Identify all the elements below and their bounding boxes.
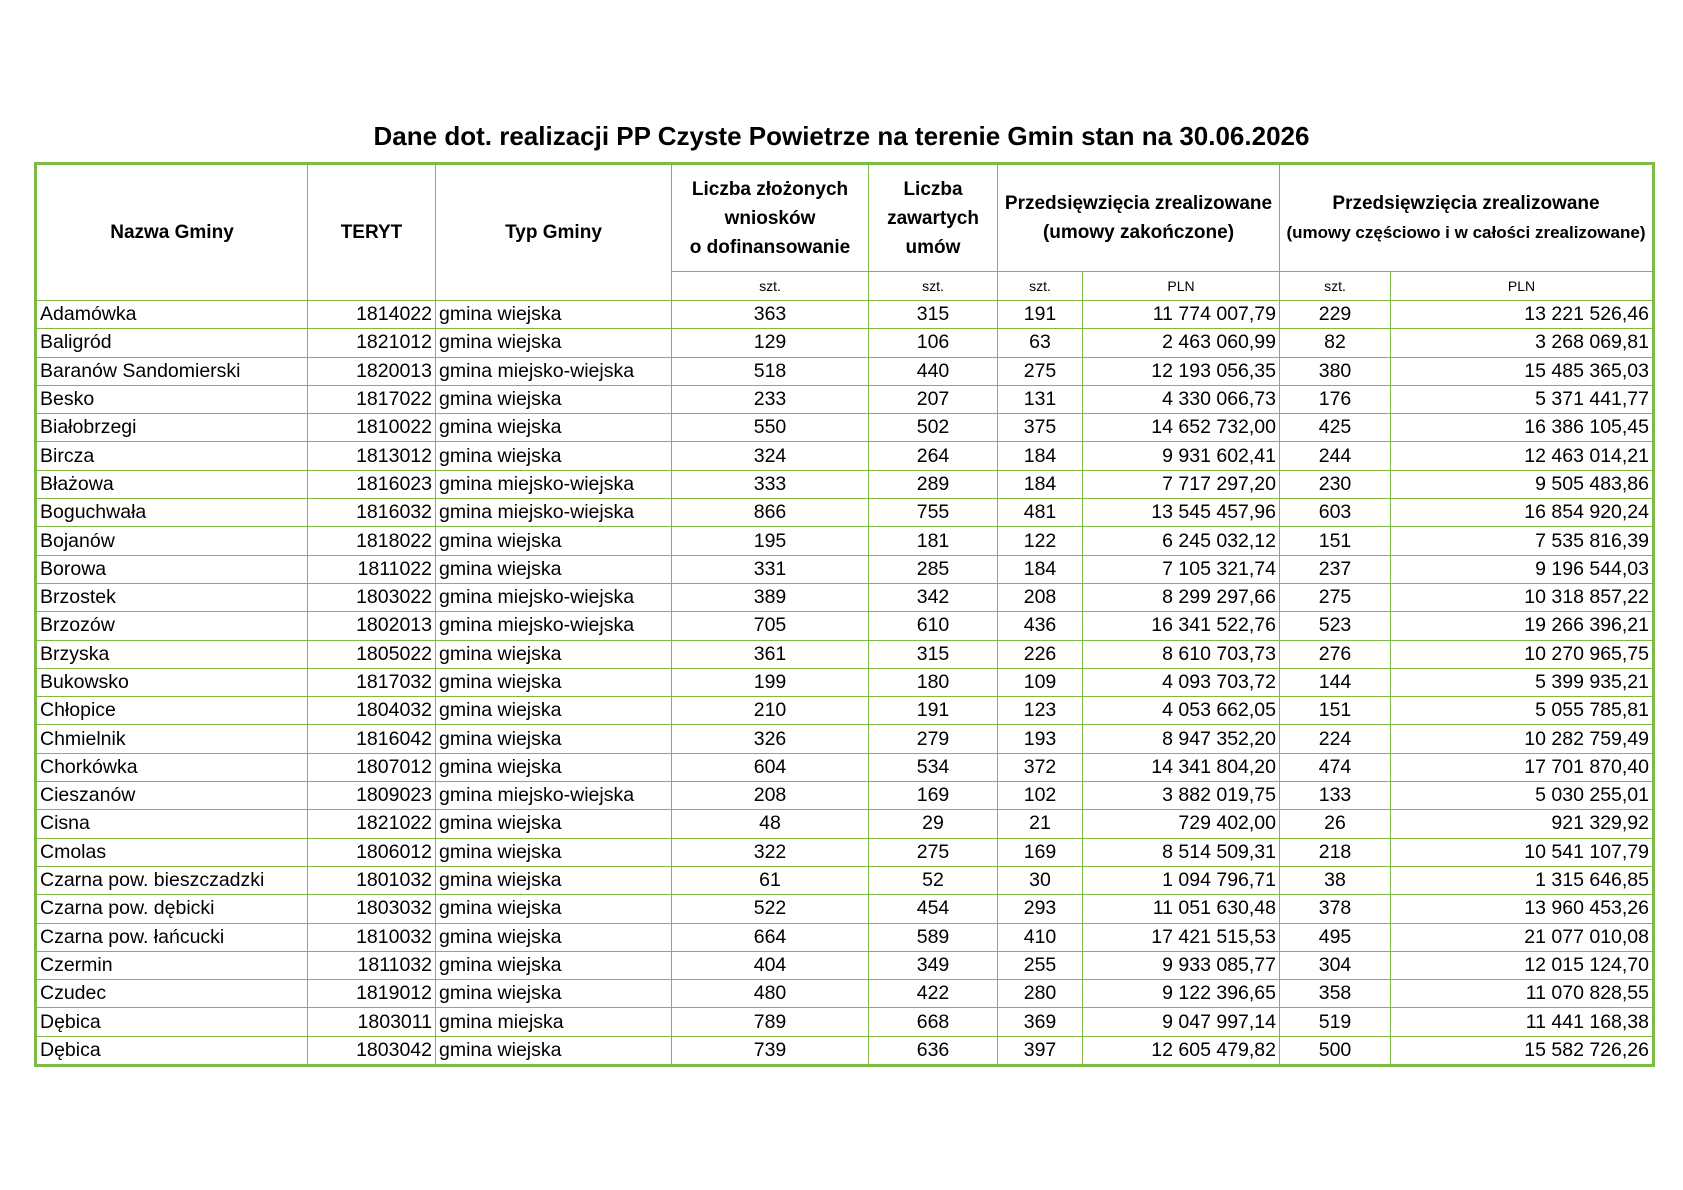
cell-completed-pln: 729 402,00 xyxy=(1083,810,1280,838)
table-body xyxy=(36,301,1654,1066)
cell-partial-pln: 16 854 920,24 xyxy=(1391,499,1654,527)
table-row xyxy=(36,810,1654,838)
cell-partial-count: 474 xyxy=(1280,753,1391,781)
cell-completed-pln: 4 093 703,72 xyxy=(1083,668,1280,696)
cell-contracts: 29 xyxy=(869,810,998,838)
table-row xyxy=(36,838,1654,866)
cell-applications: 199 xyxy=(672,668,869,696)
cell-contracts: 207 xyxy=(869,385,998,413)
cell-partial-count: 237 xyxy=(1280,555,1391,583)
cell-completed-count: 122 xyxy=(998,527,1083,555)
cell-name: Baranów Sandomierski xyxy=(36,357,308,385)
cell-completed-pln: 1 094 796,71 xyxy=(1083,866,1280,894)
table-row xyxy=(36,442,1654,470)
cell-type: gmina wiejska xyxy=(436,527,672,555)
cell-partial-count: 425 xyxy=(1280,414,1391,442)
cell-contracts: 315 xyxy=(869,640,998,668)
cell-teryt: 1803032 xyxy=(308,895,436,923)
table-row xyxy=(36,470,1654,498)
cell-type: gmina wiejska xyxy=(436,442,672,470)
cell-contracts: 534 xyxy=(869,753,998,781)
table-row xyxy=(36,555,1654,583)
table-row xyxy=(36,753,1654,781)
cell-applications: 866 xyxy=(672,499,869,527)
cell-type: gmina wiejska xyxy=(436,555,672,583)
cell-partial-pln: 10 541 107,79 xyxy=(1391,838,1654,866)
cell-completed-count: 481 xyxy=(998,499,1083,527)
cell-partial-count: 378 xyxy=(1280,895,1391,923)
cell-teryt: 1803011 xyxy=(308,1008,436,1036)
cell-applications: 789 xyxy=(672,1008,869,1036)
cell-partial-count: 380 xyxy=(1280,357,1391,385)
cell-partial-pln: 5 371 441,77 xyxy=(1391,385,1654,413)
cell-partial-count: 151 xyxy=(1280,697,1391,725)
cell-name: Besko xyxy=(36,385,308,413)
cell-name: Chmielnik xyxy=(36,725,308,753)
cell-name: Błażowa xyxy=(36,470,308,498)
cell-completed-pln: 3 882 019,75 xyxy=(1083,782,1280,810)
cell-name: Czarna pow. bieszczadzki xyxy=(36,866,308,894)
cell-teryt: 1805022 xyxy=(308,640,436,668)
cell-partial-count: 244 xyxy=(1280,442,1391,470)
page-title: Dane dot. realizacji PP Czyste Powietrze na terenie Gmin stan na 30.06.2026 xyxy=(373,121,1310,151)
cell-completed-count: 369 xyxy=(998,1008,1083,1036)
table-row xyxy=(36,499,1654,527)
cell-contracts: 636 xyxy=(869,1036,998,1065)
cell-completed-count: 280 xyxy=(998,980,1083,1008)
cell-type: gmina miejsko-wiejska xyxy=(436,782,672,810)
table-row xyxy=(36,329,1654,357)
cell-partial-pln: 5 399 935,21 xyxy=(1391,668,1654,696)
cell-completed-count: 375 xyxy=(998,414,1083,442)
data-table xyxy=(34,162,1655,1067)
cell-applications: 550 xyxy=(672,414,869,442)
cell-contracts: 440 xyxy=(869,357,998,385)
cell-partial-count: 500 xyxy=(1280,1036,1391,1065)
cell-teryt: 1814022 xyxy=(308,301,436,329)
unit-completed-pln: PLN xyxy=(1083,272,1280,301)
cell-partial-count: 603 xyxy=(1280,499,1391,527)
cell-applications: 705 xyxy=(672,612,869,640)
cell-completed-pln: 14 652 732,00 xyxy=(1083,414,1280,442)
cell-contracts: 289 xyxy=(869,470,998,498)
cell-applications: 129 xyxy=(672,329,869,357)
table-row xyxy=(36,301,1654,329)
cell-completed-pln: 8 610 703,73 xyxy=(1083,640,1280,668)
cell-applications: 480 xyxy=(672,980,869,1008)
cell-contracts: 191 xyxy=(869,697,998,725)
table-row xyxy=(36,923,1654,951)
cell-completed-count: 21 xyxy=(998,810,1083,838)
cell-partial-count: 82 xyxy=(1280,329,1391,357)
cell-completed-pln: 7 717 297,20 xyxy=(1083,470,1280,498)
cell-contracts: 589 xyxy=(869,923,998,951)
cell-completed-pln: 9 047 997,14 xyxy=(1083,1008,1280,1036)
cell-completed-count: 184 xyxy=(998,555,1083,583)
cell-partial-pln: 15 582 726,26 xyxy=(1391,1036,1654,1065)
cell-teryt: 1803022 xyxy=(308,583,436,611)
table-row xyxy=(36,612,1654,640)
cell-name: Dębica xyxy=(36,1008,308,1036)
cell-contracts: 454 xyxy=(869,895,998,923)
cell-teryt: 1816023 xyxy=(308,470,436,498)
cell-completed-count: 208 xyxy=(998,583,1083,611)
cell-partial-pln: 16 386 105,45 xyxy=(1391,414,1654,442)
cell-name: Boguchwała xyxy=(36,499,308,527)
cell-applications: 233 xyxy=(672,385,869,413)
cell-name: Chłopice xyxy=(36,697,308,725)
cell-type: gmina wiejska xyxy=(436,697,672,725)
cell-contracts: 502 xyxy=(869,414,998,442)
cell-contracts: 264 xyxy=(869,442,998,470)
table-row xyxy=(36,951,1654,979)
cell-completed-pln: 12 193 056,35 xyxy=(1083,357,1280,385)
cell-applications: 333 xyxy=(672,470,869,498)
cell-name: Dębica xyxy=(36,1036,308,1065)
cell-completed-count: 372 xyxy=(998,753,1083,781)
cell-applications: 739 xyxy=(672,1036,869,1065)
cell-contracts: 169 xyxy=(869,782,998,810)
cell-type: gmina wiejska xyxy=(436,1036,672,1065)
cell-partial-pln: 10 318 857,22 xyxy=(1391,583,1654,611)
cell-type: gmina wiejska xyxy=(436,301,672,329)
cell-applications: 522 xyxy=(672,895,869,923)
cell-partial-count: 230 xyxy=(1280,470,1391,498)
header-completed xyxy=(998,164,1280,272)
cell-contracts: 315 xyxy=(869,301,998,329)
cell-partial-pln: 19 266 396,21 xyxy=(1391,612,1654,640)
header-row xyxy=(36,164,1654,272)
table-row xyxy=(36,1036,1654,1065)
cell-contracts: 52 xyxy=(869,866,998,894)
cell-type: gmina wiejska xyxy=(436,951,672,979)
cell-type: gmina wiejska xyxy=(436,753,672,781)
cell-name: Borowa xyxy=(36,555,308,583)
cell-applications: 324 xyxy=(672,442,869,470)
table-row xyxy=(36,866,1654,894)
cell-contracts: 422 xyxy=(869,980,998,1008)
cell-completed-pln: 8 299 297,66 xyxy=(1083,583,1280,611)
cell-partial-pln: 15 485 365,03 xyxy=(1391,357,1654,385)
cell-teryt: 1810032 xyxy=(308,923,436,951)
cell-teryt: 1818022 xyxy=(308,527,436,555)
cell-applications: 322 xyxy=(672,838,869,866)
cell-teryt: 1821022 xyxy=(308,810,436,838)
cell-completed-count: 293 xyxy=(998,895,1083,923)
cell-completed-count: 184 xyxy=(998,442,1083,470)
cell-completed-count: 169 xyxy=(998,838,1083,866)
cell-teryt: 1820013 xyxy=(308,357,436,385)
cell-partial-count: 144 xyxy=(1280,668,1391,696)
cell-contracts: 279 xyxy=(869,725,998,753)
cell-partial-count: 176 xyxy=(1280,385,1391,413)
cell-partial-count: 358 xyxy=(1280,980,1391,1008)
cell-partial-count: 218 xyxy=(1280,838,1391,866)
cell-partial-pln: 21 077 010,08 xyxy=(1391,923,1654,951)
cell-completed-count: 123 xyxy=(998,697,1083,725)
cell-applications: 195 xyxy=(672,527,869,555)
cell-type: gmina wiejska xyxy=(436,980,672,1008)
cell-applications: 363 xyxy=(672,301,869,329)
cell-contracts: 755 xyxy=(869,499,998,527)
cell-type: gmina miejsko-wiejska xyxy=(436,470,672,498)
cell-partial-pln: 9 196 544,03 xyxy=(1391,555,1654,583)
cell-name: Cisna xyxy=(36,810,308,838)
cell-teryt: 1804032 xyxy=(308,697,436,725)
cell-type: gmina wiejska xyxy=(436,810,672,838)
cell-partial-pln: 5 030 255,01 xyxy=(1391,782,1654,810)
cell-name: Brzozów xyxy=(36,612,308,640)
cell-completed-count: 191 xyxy=(998,301,1083,329)
cell-teryt: 1810022 xyxy=(308,414,436,442)
cell-partial-count: 519 xyxy=(1280,1008,1391,1036)
cell-partial-pln: 3 268 069,81 xyxy=(1391,329,1654,357)
cell-applications: 664 xyxy=(672,923,869,951)
cell-teryt: 1816042 xyxy=(308,725,436,753)
cell-partial-count: 229 xyxy=(1280,301,1391,329)
cell-completed-pln: 7 105 321,74 xyxy=(1083,555,1280,583)
cell-name: Cieszanów xyxy=(36,782,308,810)
cell-applications: 61 xyxy=(672,866,869,894)
cell-completed-pln: 13 545 457,96 xyxy=(1083,499,1280,527)
cell-name: Białobrzegi xyxy=(36,414,308,442)
table-row xyxy=(36,782,1654,810)
header-contracts-line-3: umów xyxy=(905,236,961,258)
table-row xyxy=(36,527,1654,555)
cell-completed-count: 184 xyxy=(998,470,1083,498)
cell-type: gmina miejska xyxy=(436,1008,672,1036)
cell-teryt: 1819012 xyxy=(308,980,436,1008)
cell-completed-count: 131 xyxy=(998,385,1083,413)
cell-partial-count: 151 xyxy=(1280,527,1391,555)
cell-contracts: 275 xyxy=(869,838,998,866)
cell-partial-pln: 1 315 646,85 xyxy=(1391,866,1654,894)
cell-applications: 326 xyxy=(672,725,869,753)
table-row xyxy=(36,385,1654,413)
table-row xyxy=(36,980,1654,1008)
cell-completed-pln: 9 931 602,41 xyxy=(1083,442,1280,470)
cell-completed-count: 275 xyxy=(998,357,1083,385)
cell-type: gmina wiejska xyxy=(436,725,672,753)
cell-completed-count: 63 xyxy=(998,329,1083,357)
cell-completed-pln: 8 514 509,31 xyxy=(1083,838,1280,866)
cell-completed-count: 193 xyxy=(998,725,1083,753)
cell-completed-pln: 16 341 522,76 xyxy=(1083,612,1280,640)
cell-completed-count: 397 xyxy=(998,1036,1083,1065)
unit-partial-count: szt. xyxy=(1280,272,1391,301)
cell-completed-count: 226 xyxy=(998,640,1083,668)
cell-partial-pln: 11 441 168,38 xyxy=(1391,1008,1654,1036)
cell-completed-pln: 11 051 630,48 xyxy=(1083,895,1280,923)
cell-partial-pln: 13 960 453,26 xyxy=(1391,895,1654,923)
cell-name: Baligród xyxy=(36,329,308,357)
cell-contracts: 349 xyxy=(869,951,998,979)
cell-completed-count: 30 xyxy=(998,866,1083,894)
header-type: Typ Gminy xyxy=(436,164,672,301)
cell-teryt: 1802013 xyxy=(308,612,436,640)
header-partial xyxy=(1280,164,1654,272)
cell-applications: 361 xyxy=(672,640,869,668)
cell-completed-count: 102 xyxy=(998,782,1083,810)
cell-partial-pln: 17 701 870,40 xyxy=(1391,753,1654,781)
cell-teryt: 1807012 xyxy=(308,753,436,781)
cell-name: Adamówka xyxy=(36,301,308,329)
cell-type: gmina wiejska xyxy=(436,668,672,696)
unit-partial-pln: PLN xyxy=(1391,272,1654,301)
header-applications xyxy=(672,164,869,272)
cell-applications: 604 xyxy=(672,753,869,781)
cell-contracts: 285 xyxy=(869,555,998,583)
table-row xyxy=(36,895,1654,923)
header-applications-line-2: wniosków xyxy=(724,207,816,229)
cell-teryt: 1821012 xyxy=(308,329,436,357)
cell-teryt: 1809023 xyxy=(308,782,436,810)
cell-partial-count: 38 xyxy=(1280,866,1391,894)
cell-partial-count: 133 xyxy=(1280,782,1391,810)
unit-completed-count: szt. xyxy=(998,272,1083,301)
header-completed-line-2: (umowy zakończone) xyxy=(1042,222,1235,243)
table-row xyxy=(36,697,1654,725)
cell-type: gmina wiejska xyxy=(436,385,672,413)
cell-partial-count: 224 xyxy=(1280,725,1391,753)
cell-completed-pln: 14 341 804,20 xyxy=(1083,753,1280,781)
cell-applications: 331 xyxy=(672,555,869,583)
header-contracts xyxy=(869,164,998,272)
table-row xyxy=(36,668,1654,696)
cell-name: Cmolas xyxy=(36,838,308,866)
unit-contracts: szt. xyxy=(869,272,998,301)
cell-name: Czermin xyxy=(36,951,308,979)
cell-name: Bukowsko xyxy=(36,668,308,696)
cell-applications: 210 xyxy=(672,697,869,725)
table-row xyxy=(36,583,1654,611)
cell-partial-pln: 921 329,92 xyxy=(1391,810,1654,838)
cell-name: Bojanów xyxy=(36,527,308,555)
cell-completed-pln: 4 053 662,05 xyxy=(1083,697,1280,725)
header-teryt: TERYT xyxy=(308,164,436,301)
cell-applications: 208 xyxy=(672,782,869,810)
cell-partial-pln: 11 070 828,55 xyxy=(1391,980,1654,1008)
cell-type: gmina wiejska xyxy=(436,838,672,866)
cell-partial-pln: 10 282 759,49 xyxy=(1391,725,1654,753)
table-row xyxy=(36,357,1654,385)
cell-type: gmina wiejska xyxy=(436,414,672,442)
header-contracts-line-1: Liczba xyxy=(903,178,963,200)
cell-partial-count: 275 xyxy=(1280,583,1391,611)
cell-teryt: 1817022 xyxy=(308,385,436,413)
header-applications-line-3: o dofinansowanie xyxy=(689,236,851,258)
cell-name: Bircza xyxy=(36,442,308,470)
cell-contracts: 180 xyxy=(869,668,998,696)
cell-partial-pln: 12 463 014,21 xyxy=(1391,442,1654,470)
cell-completed-pln: 2 463 060,99 xyxy=(1083,329,1280,357)
cell-partial-count: 523 xyxy=(1280,612,1391,640)
cell-teryt: 1803042 xyxy=(308,1036,436,1065)
cell-type: gmina miejsko-wiejska xyxy=(436,357,672,385)
cell-contracts: 181 xyxy=(869,527,998,555)
header-partial-line-1: Przedsięwzięcia zrealizowane xyxy=(1332,193,1600,214)
cell-completed-pln: 12 605 479,82 xyxy=(1083,1036,1280,1065)
cell-partial-count: 276 xyxy=(1280,640,1391,668)
cell-type: gmina wiejska xyxy=(436,895,672,923)
cell-name: Brzostek xyxy=(36,583,308,611)
cell-partial-pln: 5 055 785,81 xyxy=(1391,697,1654,725)
header-completed-line-1: Przedsięwzięcia zrealizowane xyxy=(1004,193,1273,214)
cell-teryt: 1813012 xyxy=(308,442,436,470)
cell-completed-pln: 6 245 032,12 xyxy=(1083,527,1280,555)
cell-teryt: 1816032 xyxy=(308,499,436,527)
cell-contracts: 668 xyxy=(869,1008,998,1036)
cell-partial-pln: 10 270 965,75 xyxy=(1391,640,1654,668)
cell-name: Brzyska xyxy=(36,640,308,668)
cell-teryt: 1806012 xyxy=(308,838,436,866)
cell-partial-count: 26 xyxy=(1280,810,1391,838)
cell-applications: 404 xyxy=(672,951,869,979)
cell-completed-count: 410 xyxy=(998,923,1083,951)
header-partial-line-2: (umowy częściowo i w całości zrealizowane) xyxy=(1286,223,1646,242)
cell-contracts: 610 xyxy=(869,612,998,640)
cell-teryt: 1811032 xyxy=(308,951,436,979)
cell-type: gmina wiejska xyxy=(436,329,672,357)
cell-applications: 48 xyxy=(672,810,869,838)
cell-applications: 389 xyxy=(672,583,869,611)
cell-type: gmina miejsko-wiejska xyxy=(436,583,672,611)
cell-type: gmina wiejska xyxy=(436,640,672,668)
cell-teryt: 1811022 xyxy=(308,555,436,583)
cell-completed-count: 109 xyxy=(998,668,1083,696)
cell-applications: 518 xyxy=(672,357,869,385)
table-row xyxy=(36,1008,1654,1036)
cell-completed-pln: 9 122 396,65 xyxy=(1083,980,1280,1008)
header-name: Nazwa Gminy xyxy=(36,164,308,301)
cell-partial-count: 495 xyxy=(1280,923,1391,951)
cell-completed-pln: 11 774 007,79 xyxy=(1083,301,1280,329)
cell-completed-pln: 17 421 515,53 xyxy=(1083,923,1280,951)
cell-type: gmina miejsko-wiejska xyxy=(436,499,672,527)
header-applications-line-1: Liczba złożonych xyxy=(691,178,849,200)
cell-teryt: 1801032 xyxy=(308,866,436,894)
cell-completed-pln: 4 330 066,73 xyxy=(1083,385,1280,413)
cell-name: Czarna pow. łańcucki xyxy=(36,923,308,951)
cell-type: gmina miejsko-wiejska xyxy=(436,612,672,640)
cell-completed-count: 255 xyxy=(998,951,1083,979)
cell-completed-pln: 8 947 352,20 xyxy=(1083,725,1280,753)
unit-applications: szt. xyxy=(672,272,869,301)
cell-contracts: 342 xyxy=(869,583,998,611)
cell-partial-pln: 12 015 124,70 xyxy=(1391,951,1654,979)
cell-completed-pln: 9 933 085,77 xyxy=(1083,951,1280,979)
cell-name: Chorkówka xyxy=(36,753,308,781)
cell-partial-pln: 9 505 483,86 xyxy=(1391,470,1654,498)
table-row xyxy=(36,725,1654,753)
cell-name: Czarna pow. dębicki xyxy=(36,895,308,923)
header-contracts-line-2: zawartych xyxy=(887,207,979,229)
cell-type: gmina wiejska xyxy=(436,923,672,951)
cell-partial-pln: 13 221 526,46 xyxy=(1391,301,1654,329)
cell-teryt: 1817032 xyxy=(308,668,436,696)
table-row xyxy=(36,640,1654,668)
cell-type: gmina wiejska xyxy=(436,866,672,894)
cell-contracts: 106 xyxy=(869,329,998,357)
cell-name: Czudec xyxy=(36,980,308,1008)
cell-partial-pln: 7 535 816,39 xyxy=(1391,527,1654,555)
cell-completed-count: 436 xyxy=(998,612,1083,640)
cell-partial-count: 304 xyxy=(1280,951,1391,979)
table-row xyxy=(36,414,1654,442)
